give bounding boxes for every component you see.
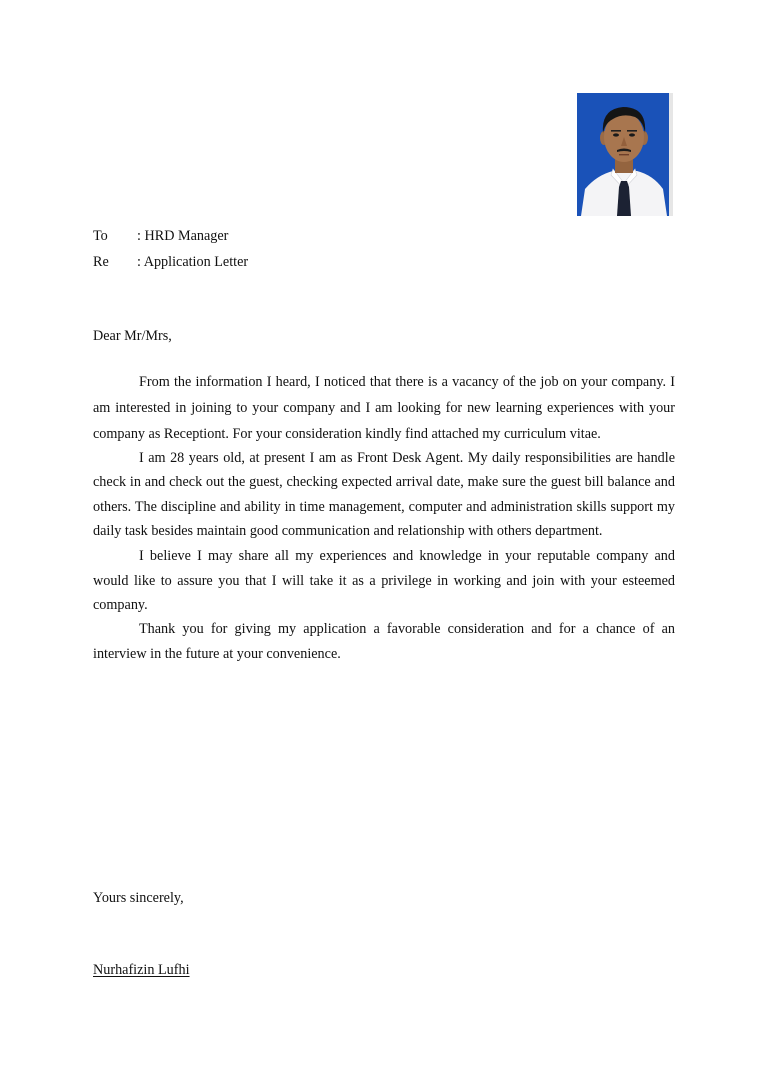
to-line [93,226,228,246]
body-line: I am 28 years old, at present I am as Front Desk Agent. My daily responsibilities are handle [139,450,675,466]
body-line: company. [93,597,148,613]
re-label: Re [93,254,109,270]
applicant-photo-image [577,93,673,216]
body-line: From the information I heard, I noticed that there is a vacancy of the job on your company. I [139,374,675,390]
to-value: : HRD Manager [137,228,229,244]
body-line: would like to assure you that I will take it as a privilege in working and join with your esteemed [93,573,675,589]
to-label: To [93,228,108,244]
body-line: company as Receptiont. For your consideration kindly find attached my curriculum vitae. [93,426,601,442]
body-line: others. The discipline and ability in time management, computer and administration skills support my [93,499,675,515]
salutation: Dear Mr/Mrs, [93,328,172,344]
body-line: daily task besides maintain good communication and relationship with others department. [93,523,603,539]
re-value: : Application Letter [137,254,249,270]
applicant-photo [577,93,673,216]
body-line: I believe I may share all my experiences and knowledge in your reputable company and [139,548,675,564]
body-line: check in and check out the guest, checking expected arrival date, make sure the guest bill balance and [93,474,675,490]
signature-line [93,960,675,980]
body-line: Thank you for giving my application a favorable consideration and for a chance of an [139,621,675,637]
closing: Yours sincerely, [93,890,184,906]
re-line [93,252,248,272]
signature-name: Nurhafizin Lufhi [93,962,190,978]
body-line: interview in the future at your convenience. [93,646,341,662]
body-line: am interested in joining to your company and I am looking for new learning experiences with your [93,400,675,416]
